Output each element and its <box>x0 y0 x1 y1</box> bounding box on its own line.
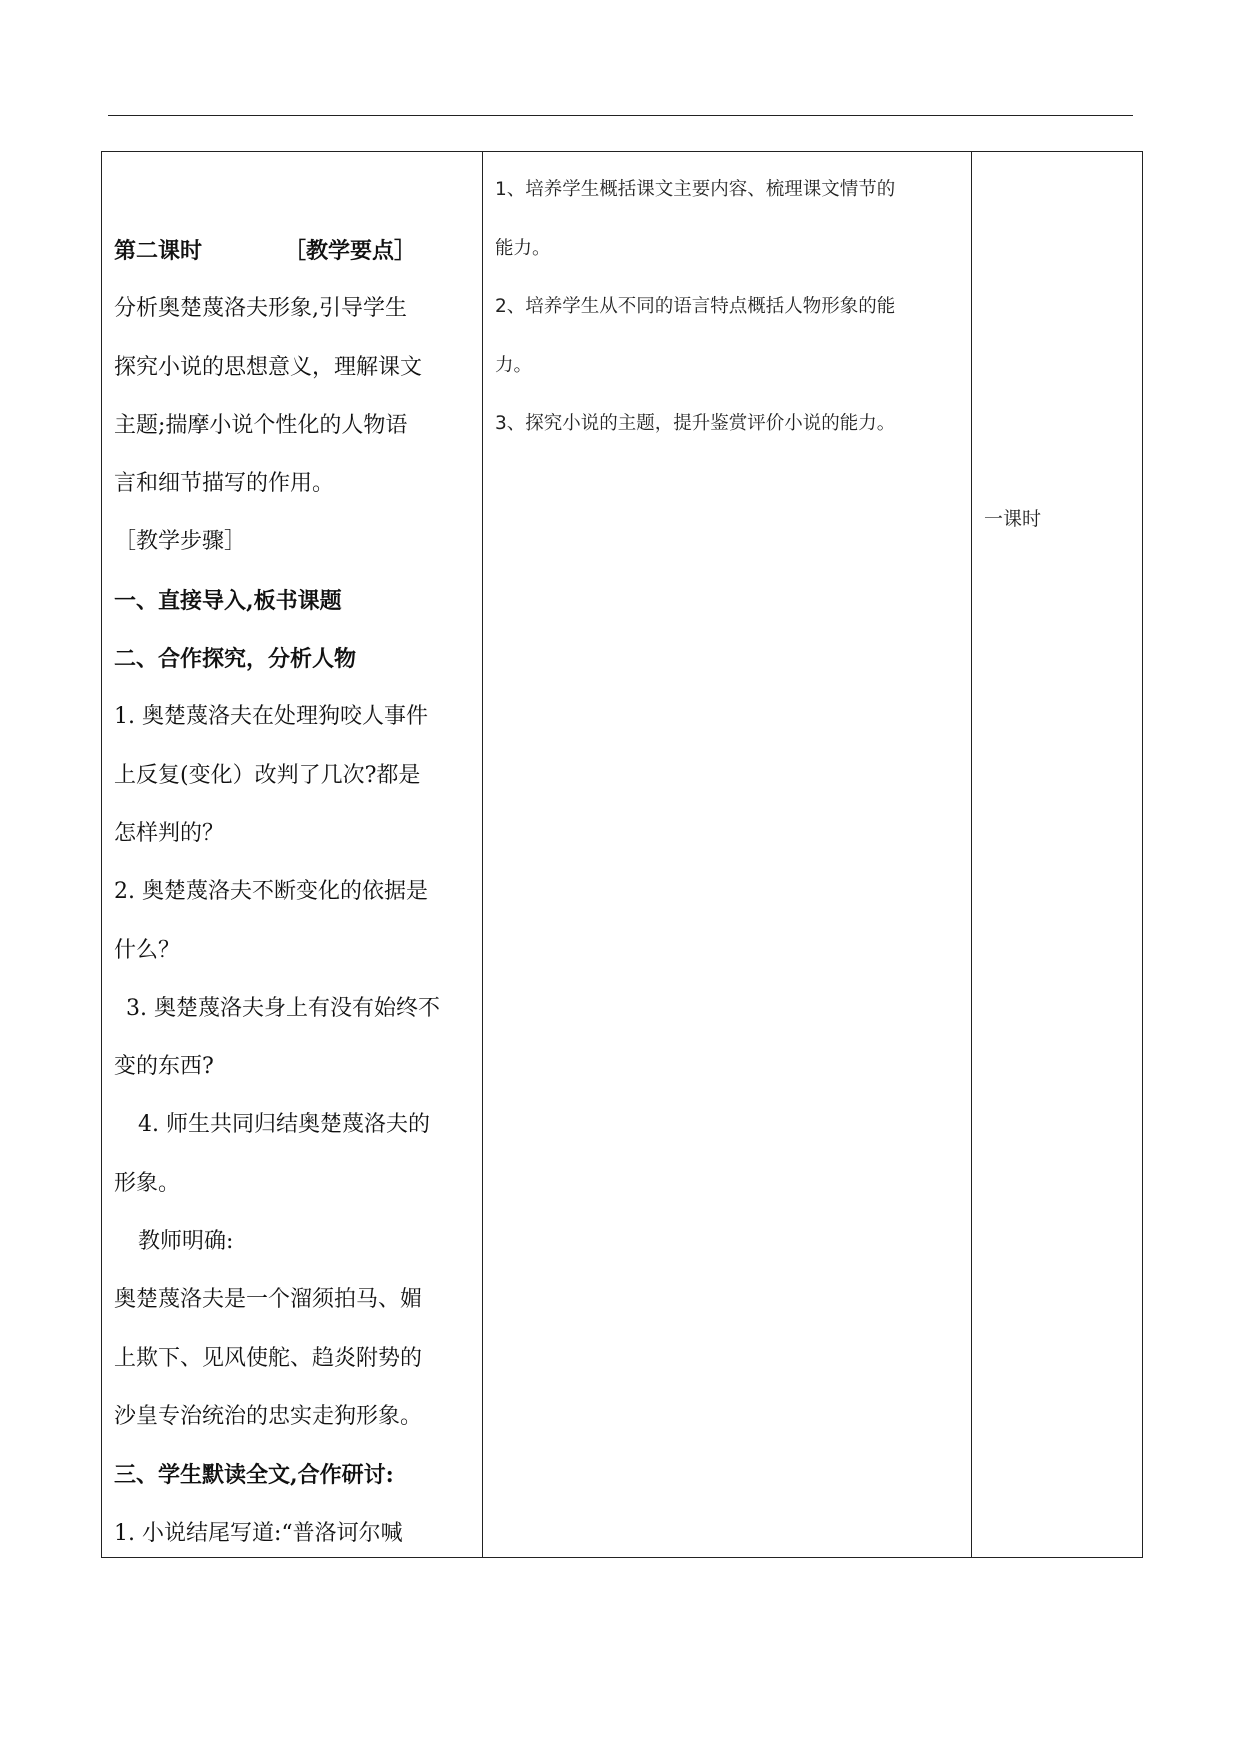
teacher-clarify: 教师明确: <box>138 1229 234 1255</box>
objective-line: 1、培养学生概括课文主要内容、梳理课文情节的 <box>495 179 896 200</box>
question-line: 1. 小说结尾写道:“普洛诃尔喊 <box>114 1520 403 1546</box>
teaching-content-column <box>102 152 483 1557</box>
teaching-points-heading: ［教学要点］ <box>284 238 417 264</box>
teaching-content <box>114 222 480 1563</box>
objectives-column <box>483 152 972 1557</box>
question-line: 4. 师生共同归结奥楚蔑洛夫的 <box>138 1112 430 1138</box>
step1-heading: 一、直接导入,板书课题 <box>114 587 342 614</box>
objectives-content <box>495 161 965 454</box>
question-line: 形象。 <box>114 1170 181 1196</box>
lesson-plan-table <box>101 151 1143 1558</box>
teaching-points-line: 主题;揣摩小说个性化的人物语 <box>114 412 408 438</box>
duration-column <box>972 152 1142 1557</box>
answer-line: 奥楚蔑洛夫是一个溜须拍马、媚 <box>114 1287 423 1313</box>
teaching-points-line: 探究小说的思想意义，理解课文 <box>114 354 423 380</box>
question-line: 2. 奥楚蔑洛夫不断变化的依据是 <box>114 879 428 905</box>
objective-line: 力。 <box>495 354 533 376</box>
objective-line: 2、培养学生从不同的语言特点概括人物形象的能 <box>495 296 896 317</box>
step2-heading: 二、合作探究，分析人物 <box>114 646 357 673</box>
steps-heading: ［教学步骤］ <box>114 529 247 555</box>
teaching-points-line: 言和细节描写的作用。 <box>114 471 335 497</box>
question-line: 1. 奥楚蔑洛夫在处理狗咬人事件 <box>114 704 428 730</box>
teaching-points-line: 分析奥楚蔑洛夫形象,引导学生 <box>114 296 407 322</box>
question-line: 上反复(变化）改判了几次?都是 <box>114 762 421 788</box>
question-line: 变的东西? <box>114 1054 214 1080</box>
answer-line: 沙皇专治统治的忠实走狗形象。 <box>114 1403 423 1429</box>
question-line: 3. 奥楚蔑洛夫身上有没有始终不 <box>126 995 440 1021</box>
objective-line: 能力。 <box>495 237 551 259</box>
step3-heading: 三、学生默读全文,合作研讨: <box>114 1462 394 1489</box>
objective-line: 3、探究小说的主题，提升鉴赏评价小说的能力。 <box>495 413 896 434</box>
question-line: 怎样判的？ <box>114 820 225 846</box>
session-heading: 第二课时 <box>114 238 203 264</box>
session-heading-line <box>114 222 480 280</box>
duration-text: 一课时 <box>984 508 1042 530</box>
answer-line: 上欺下、见风使舵、趋炎附势的 <box>114 1345 423 1371</box>
question-line: 什么？ <box>114 937 181 963</box>
header-rule <box>108 115 1133 116</box>
